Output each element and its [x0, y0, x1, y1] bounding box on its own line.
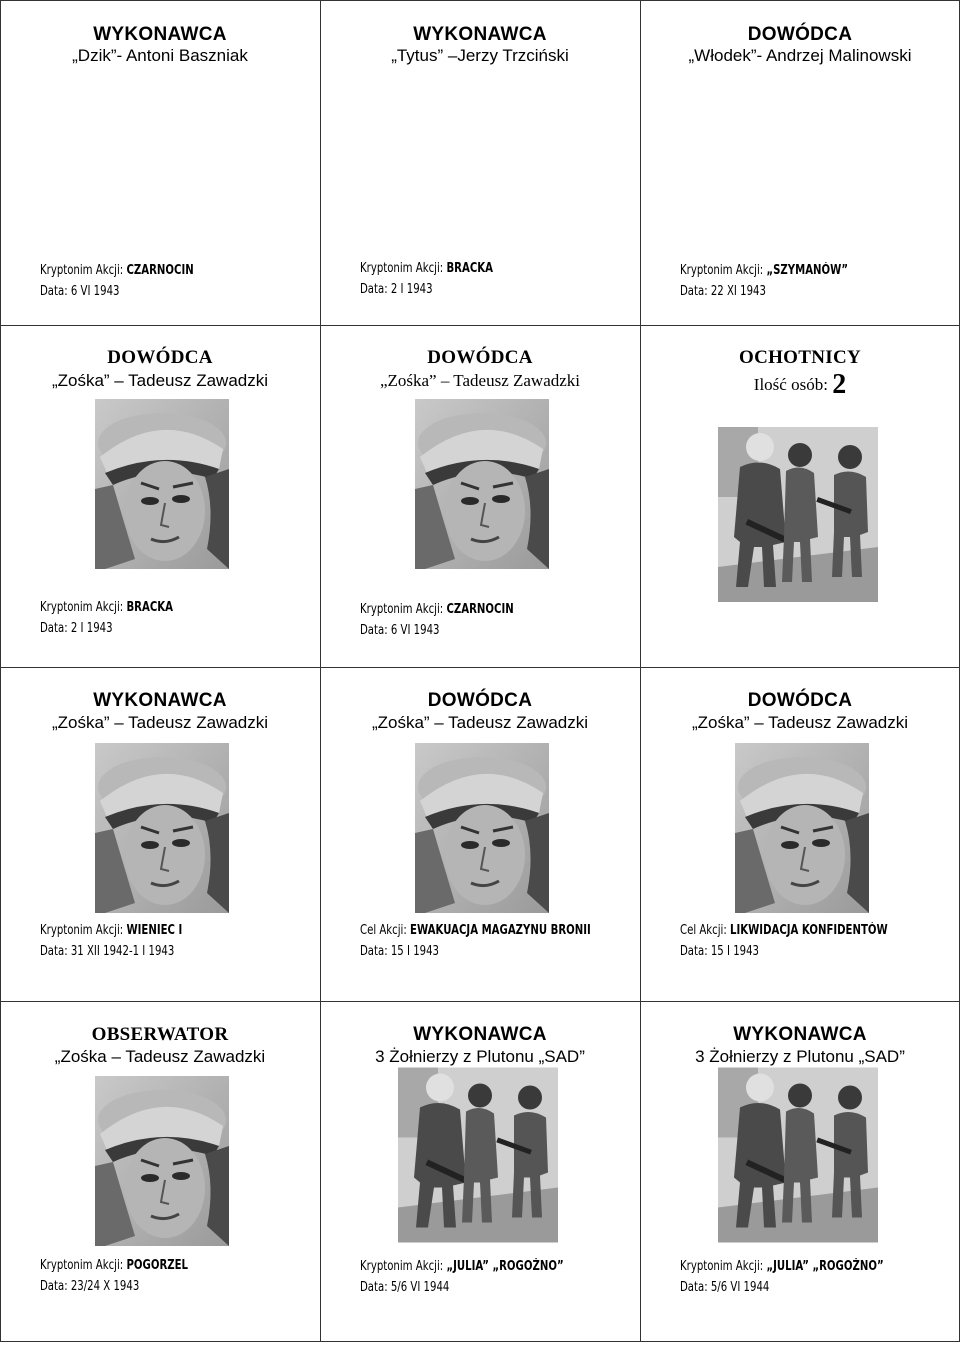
- info-value: POGORZEL: [126, 1258, 188, 1273]
- info-value: 6 VI 1943: [70, 284, 120, 299]
- info-label: Data:: [40, 944, 68, 959]
- card-info: [360, 258, 575, 300]
- card-name: „Zośka” – Tadeusz Zawadzki: [371, 713, 589, 732]
- card-info: [40, 260, 254, 302]
- card-role: DOWÓDCA: [107, 347, 213, 368]
- info-label: Kryptonim Akcji:: [360, 261, 444, 276]
- card: [320, 0, 640, 325]
- info-value: 15 I 1943: [710, 944, 760, 959]
- card: [640, 0, 960, 325]
- info-value: BRACKA: [446, 261, 493, 276]
- info-value: LIKWIDACJA KONFIDENTÓW: [730, 923, 888, 938]
- card-name: „Włodek”- Andrzej Malinowski: [688, 46, 912, 65]
- card-role: WYKONAWCA: [413, 1024, 547, 1045]
- info-value: „SZYMANÓW”: [766, 263, 849, 278]
- soldiers-photo: [398, 1067, 558, 1243]
- info-label: Data:: [360, 623, 388, 638]
- card: [320, 667, 640, 1001]
- card-name: „Zośka” – Tadeusz Zawadzki: [379, 371, 581, 390]
- info-value: „JULIA” „ROGOŻNO”: [766, 1259, 884, 1274]
- card-info: [680, 260, 895, 302]
- info-value: CZARNOCIN: [446, 602, 514, 617]
- info-value: 22 XI 1943: [710, 284, 766, 299]
- info-label: Data:: [40, 621, 68, 636]
- card: [640, 1001, 960, 1341]
- card: [320, 1001, 640, 1341]
- card-role: OBSERWATOR: [91, 1024, 229, 1045]
- info-value: 15 I 1943: [390, 944, 440, 959]
- card: [0, 1001, 320, 1341]
- info-value: BRACKA: [126, 600, 173, 615]
- card-name: 3 Żołnierzy z Plutonu „SAD”: [695, 1047, 905, 1066]
- info-value: 31 XII 1942-1 I 1943: [70, 944, 175, 959]
- info-label: Kryptonim Akcji:: [680, 263, 764, 278]
- card-info: [680, 920, 895, 962]
- info-value: 5/6 VI 1944: [710, 1280, 770, 1295]
- info-label: Data:: [40, 284, 68, 299]
- info-label: Kryptonim Akcji:: [680, 1259, 764, 1274]
- count-label: Ilość osób:: [753, 375, 828, 394]
- card-role: DOWÓDCA: [747, 690, 853, 711]
- portrait-photo: [415, 391, 549, 577]
- card-info: [360, 599, 575, 641]
- info-value: 2 I 1943: [390, 282, 433, 297]
- portrait-photo: [95, 391, 229, 577]
- card-info: [40, 597, 254, 639]
- info-value: „JULIA” „ROGOŻNO”: [446, 1259, 564, 1274]
- card-name: „Zośka – Tadeusz Zawadzki: [54, 1047, 266, 1066]
- card-role: WYKONAWCA: [93, 690, 227, 711]
- card-name: 3 Żołnierzy z Plutonu „SAD”: [375, 1047, 585, 1066]
- info-label: Kryptonim Akcji:: [360, 602, 444, 617]
- info-label: Data:: [360, 282, 388, 297]
- card-role: DOWÓDCA: [427, 690, 533, 711]
- info-label: Kryptonim Akcji:: [360, 1259, 444, 1274]
- info-label: Data:: [680, 284, 708, 299]
- info-label: Data:: [680, 944, 708, 959]
- portrait-photo: [95, 1068, 229, 1254]
- volunteer-count: [640, 369, 960, 401]
- count-value: 2: [832, 369, 847, 400]
- card: [0, 667, 320, 1001]
- info-value: 2 I 1943: [70, 621, 113, 636]
- info-label: Cel Akcji:: [360, 923, 407, 938]
- info-label: Kryptonim Akcji:: [40, 263, 124, 278]
- card-role: DOWÓDCA: [427, 347, 533, 368]
- soldiers-photo: [718, 1067, 878, 1243]
- portrait-photo: [735, 735, 869, 921]
- card-name: „Dzik”- Antoni Baszniak: [72, 46, 248, 65]
- info-label: Kryptonim Akcji:: [40, 600, 124, 615]
- info-label: Cel Akcji:: [680, 923, 727, 938]
- card-info: [360, 1256, 575, 1298]
- card-role: DOWÓDCA: [747, 24, 853, 45]
- card-name: „Tytus” –Jerzy Trzciński: [391, 46, 569, 65]
- card-role: OCHOTNICY: [739, 347, 861, 368]
- portrait-photo: [415, 735, 549, 921]
- card-info: [360, 920, 591, 962]
- info-value: 6 VI 1943: [390, 623, 440, 638]
- card-info: [680, 1256, 895, 1298]
- info-value: 23/24 X 1943: [70, 1279, 140, 1294]
- info-label: Data:: [360, 1280, 388, 1295]
- info-label: Data:: [360, 944, 388, 959]
- portrait-photo: [95, 735, 229, 921]
- info-value: 5/6 VI 1944: [390, 1280, 450, 1295]
- info-value: WIENIEC I: [126, 923, 183, 938]
- grid-line: [0, 1341, 960, 1342]
- card: [0, 0, 320, 325]
- card-role: WYKONAWCA: [733, 1024, 867, 1045]
- card: [640, 325, 960, 667]
- card: [0, 325, 320, 667]
- card-role: WYKONAWCA: [93, 24, 227, 45]
- info-value: CZARNOCIN: [126, 263, 194, 278]
- card-name: „Zośka” – Tadeusz Zawadzki: [51, 371, 269, 390]
- info-label: Data:: [40, 1279, 68, 1294]
- info-value: EWAKUACJA MAGAZYNU BRONII: [410, 923, 591, 938]
- card-info: [40, 1255, 254, 1297]
- info-label: Kryptonim Akcji:: [40, 1258, 124, 1273]
- card-name: „Zośka” – Tadeusz Zawadzki: [691, 713, 909, 732]
- card-name: „Zośka” – Tadeusz Zawadzki: [51, 713, 269, 732]
- info-label: Kryptonim Akcji:: [40, 923, 124, 938]
- card-role: WYKONAWCA: [413, 24, 547, 45]
- card-info: [40, 920, 254, 962]
- card: [320, 325, 640, 667]
- card: [640, 667, 960, 1001]
- soldiers-photo: [718, 427, 878, 602]
- info-label: Data:: [680, 1280, 708, 1295]
